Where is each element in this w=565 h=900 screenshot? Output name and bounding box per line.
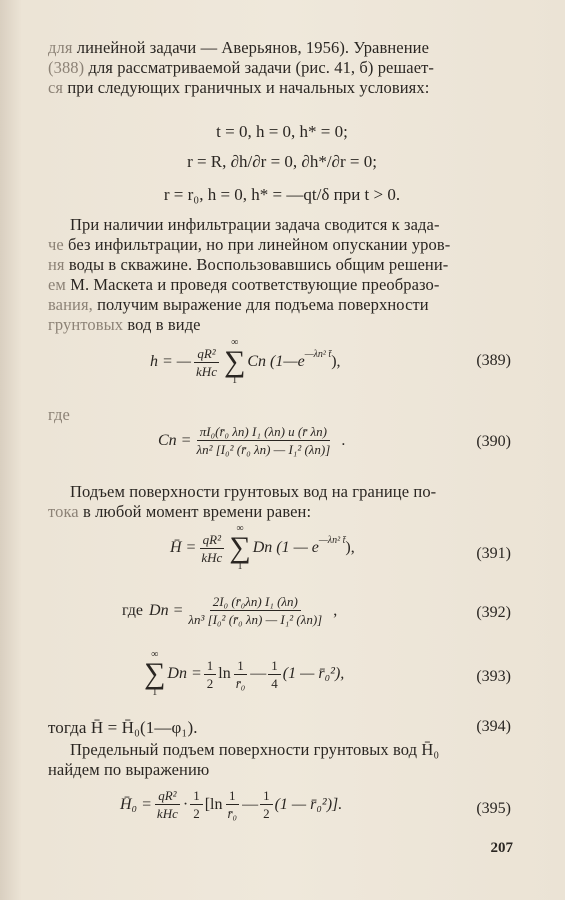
text-line: ся при следующих граничных и начальных условиях: xyxy=(48,78,430,97)
fraction: $\frac{\text{qR²}}{\text{kHc}}$ xyxy=(156,788,178,821)
equation-389: h = — $\frac{\text{qR²}}{\text{kHc}}$ ∞ ∑ 1 Cn (1—e $^{—\lambda n^2 t̄}$ ), xyxy=(150,337,341,386)
text-line: найдем по выражению xyxy=(48,760,210,779)
text-line: грунтовых вод в виде xyxy=(48,315,201,334)
fraction: $\frac{1}{\text{r̄₀}}$ xyxy=(227,788,238,821)
text-line: (388) для рассматриваемой задачи (рис. 41, б) решает- xyxy=(48,58,435,77)
equation-392: где Dn = $\frac{\text{2I₀ (r̄₀λn) I₁ (λn)}}{\text{λn³ [I₀² (r̄₀ λn) — I₁² (λn)]}}$ , xyxy=(122,594,338,627)
fraction: $\frac{1}{2}$ xyxy=(260,788,273,821)
text-line: вания, получим выражение для подъема поверхности xyxy=(48,295,429,314)
fraction: $\frac{1}{\text{r̄₀}}$ xyxy=(235,657,246,691)
text-line: ня воды в скважине. Воспользовавшись общим решени- xyxy=(48,255,449,274)
equation-number: (391) xyxy=(476,545,511,562)
condition-line-3: r = r₀, h = 0, h* = —qt/δ при t > 0. xyxy=(163,185,401,204)
equation-number: (394) xyxy=(476,718,511,735)
text-line: тока в любой момент времени равен: xyxy=(48,502,312,521)
equation-390: Cn = $\frac{\text{πI₀(r̄₀ λn) I₁ (λn) u (r̄ λn)}}{\text{λn² [I₀² (r̄₀ λn) — I₁² (λn)]}}$ . xyxy=(158,424,346,457)
fraction: $\frac{1}{4}$ xyxy=(268,658,281,691)
text-line: че без инфильтрации, но при линейном опускании уров- xyxy=(48,235,451,254)
text-line: Предельный подъем поверхности грунтовых вод H̄₀ xyxy=(70,740,440,759)
equation-394: тогда H̄ = H̄₀(1—φ₁). xyxy=(48,718,198,737)
page-number: 207 xyxy=(490,840,513,856)
summation-sign: ∞ ∑ 1 xyxy=(229,523,251,572)
text-line: Подъем поверхности грунтовых вод на границе по- xyxy=(70,482,437,501)
equation-number: (392) xyxy=(476,604,511,621)
paragraph-intro xyxy=(48,38,516,98)
equation-number: (389) xyxy=(476,352,511,369)
equation-number: (390) xyxy=(476,433,511,450)
equation-number: (393) xyxy=(476,668,511,685)
equation-number: (395) xyxy=(476,800,511,817)
equation-395: H̄₀ = $\frac{\text{qR²}}{\text{kHc}}$ · $\frac{1}{2}$ [ln $\frac{1}{\text{r̄₀}}$ — $\frac{1}{2}$ (1 — r̄₀²)]. xyxy=(120,788,343,821)
text-line: для линейной задачи — Аверьянов, 1956). Уравнение xyxy=(48,38,430,57)
paragraph-infiltration xyxy=(48,215,516,335)
fraction: $\frac{\text{qR²}}{\text{kHc}}$ xyxy=(196,345,217,379)
fraction: $\frac{\text{qR²}}{\text{kHc}}$ xyxy=(201,531,223,565)
text-line: ем М. Маскета и проведя соответствующие преобразо- xyxy=(48,275,440,294)
fraction: $\frac{1}{2}$ xyxy=(190,788,203,821)
where-label: где xyxy=(48,405,70,424)
paragraph-limit xyxy=(48,740,516,780)
fraction: $\frac{1}{2}$ xyxy=(204,658,217,691)
fraction: $\frac{\text{πI₀(r̄₀ λn) I₁ (λn) u (r̄ λn)}}{\text{λn² [I₀² (r̄₀ λn) — I₁² (λn)]}}$ xyxy=(196,424,331,457)
equation-391: H̄ = $\frac{\text{qR²}}{\text{kHc}}$ ∞ ∑ 1 Dn (1 — e $^{—\lambda n^2 t̄}$ ), xyxy=(170,523,355,572)
text-line: При наличии инфильтрации задача сводится к зада- xyxy=(70,215,440,234)
paragraph-boundary xyxy=(48,482,516,522)
condition-line-2: r = R, ∂h/∂r = 0, ∂h*/∂r = 0; xyxy=(187,152,377,171)
equation-393: ∞ ∑ 1 Dn = $\frac{1}{2}$ ln $\frac{1}{\text{r̄₀}}$ — $\frac{1}{4}$ (1 — r̄₀²), xyxy=(144,649,345,698)
condition-line-1: t = 0, h = 0, h* = 0; xyxy=(216,122,348,141)
fraction: $\frac{\text{2I₀ (r̄₀λn) I₁ (λn)}}{\text{λn³ [I₀² (r̄₀ λn) — I₁² (λn)]}}$ xyxy=(188,594,323,627)
summation-sign: ∞ ∑ 1 xyxy=(144,649,166,698)
summation-sign: ∞ ∑ 1 xyxy=(223,337,246,386)
